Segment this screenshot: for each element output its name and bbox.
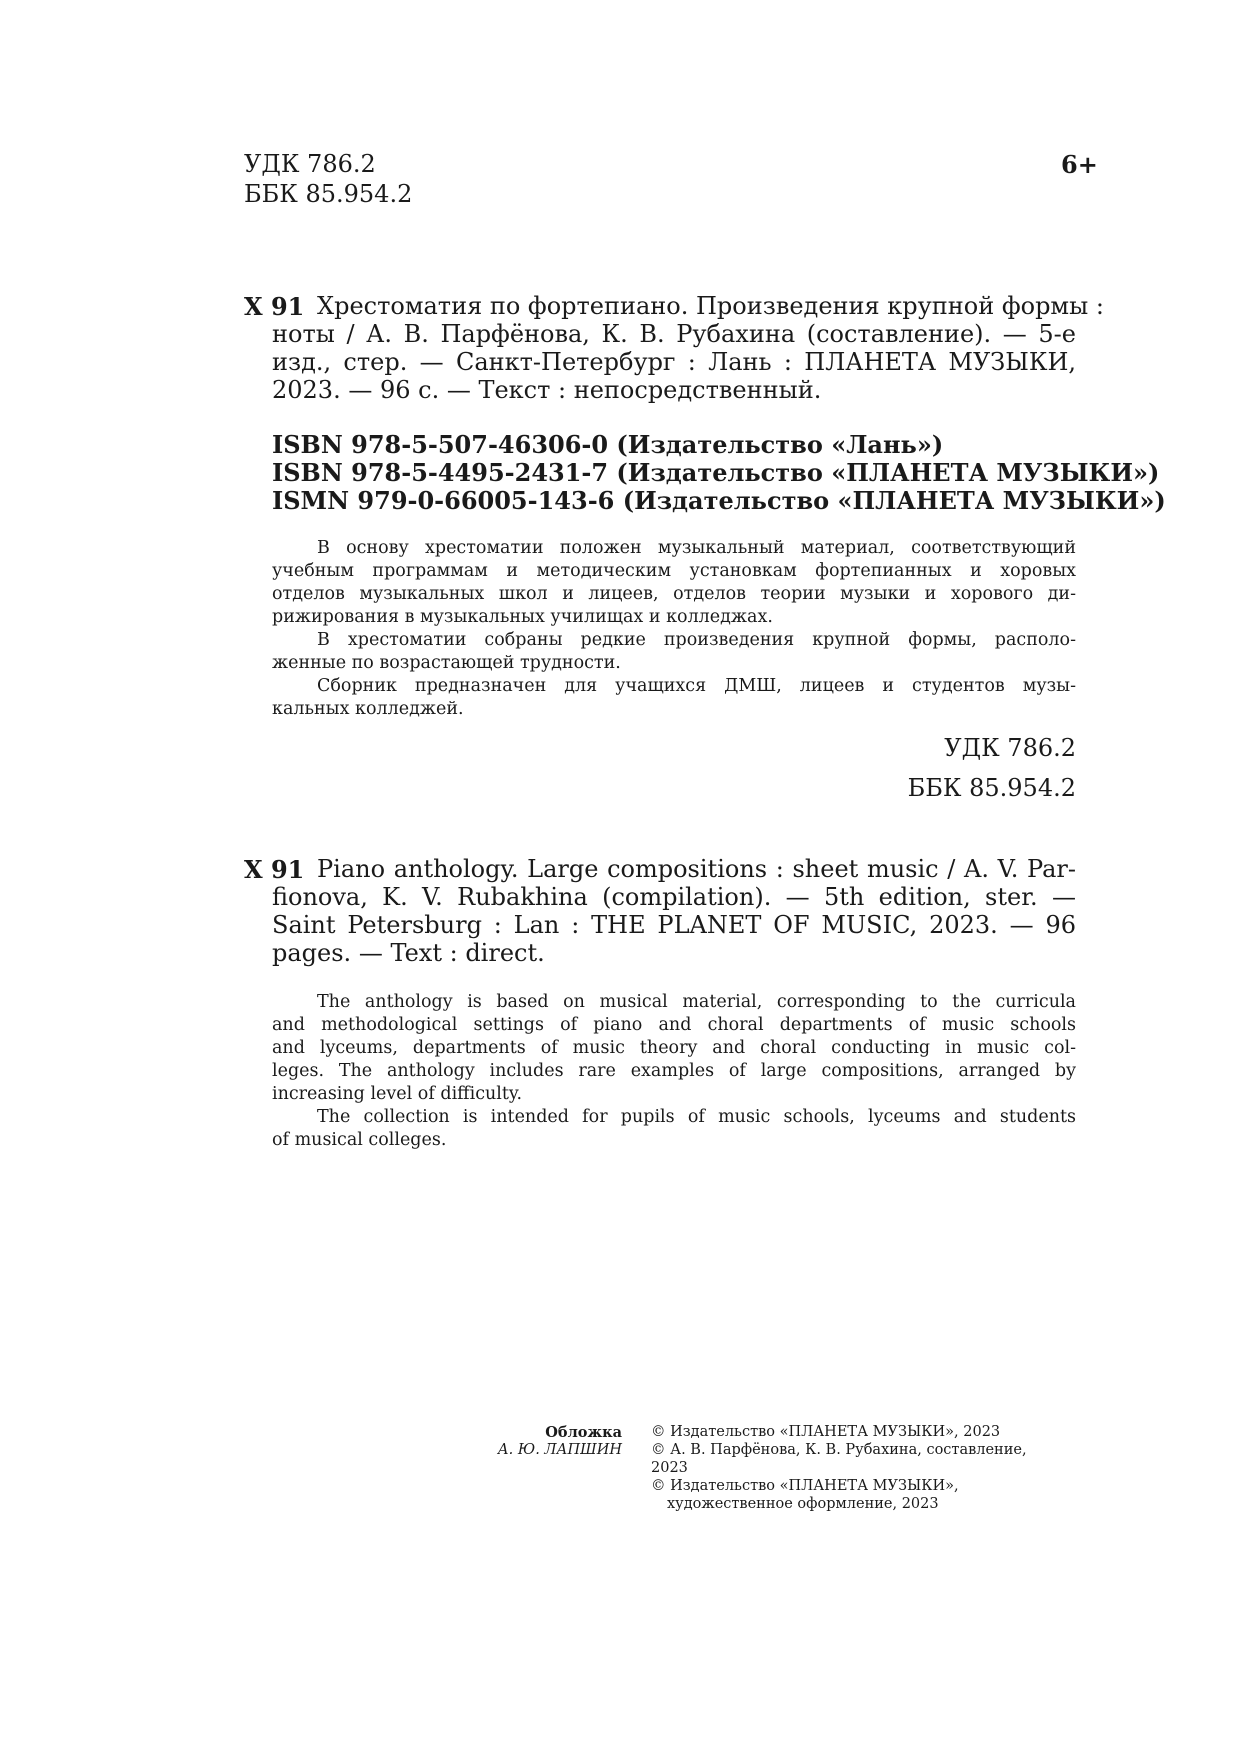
cover-label: Обложка — [545, 1424, 622, 1441]
age-rating-badge: 6+ — [1061, 150, 1098, 179]
en-abstract-line: leges. The anthology includes rare examples of large compositions, arranged by — [272, 1061, 1076, 1081]
ru-abstract-line: кальных колледжей. — [272, 699, 464, 719]
isbn-line: ISBN 978-5-507-46306-0 (Издательство «Лань») — [272, 430, 944, 459]
en-abstract-line: The collection is intended for pupils of music schools, lyceums and students — [317, 1107, 1076, 1127]
ru-entry-line: 2023. — 96 с. — Текст : непосредственный. — [272, 376, 822, 404]
ru-abstract-line: Сборник предназначен для учащихся ДМШ, лицеев и студентов музы- — [317, 676, 1076, 696]
header-udk: УДК 786.2 — [244, 150, 376, 178]
en-entry-line: fionova, K. V. Rubakhina (compilation). — 5th edition, ster. — — [272, 883, 1076, 911]
ru-abstract-line: В основу хрестоматии положен музыкальный материал, соответствующий — [317, 538, 1076, 558]
en-entry-line: Saint Petersburg : Lan : THE PLANET OF MUSIC, 2023. — 96 — [272, 911, 1076, 939]
ru-abstract-line: отделов музыкальных школ и лицеев, отделов теории музыки и хорового ди- — [272, 584, 1076, 604]
en-abstract-line: of musical colleges. — [272, 1130, 447, 1150]
en-abstract-line: The anthology is based on musical material, corresponding to the curricula — [317, 992, 1076, 1012]
ru-entry-code: Х 91 — [244, 292, 305, 321]
header-bbk: ББК 85.954.2 — [244, 180, 413, 208]
en-abstract-line: and lyceums, departments of music theory and choral conducting in music col- — [272, 1038, 1076, 1058]
classification-udk: УДК 786.2 — [944, 734, 1076, 762]
copyright-line: художественное оформление, 2023 — [667, 1496, 939, 1512]
ru-entry-line: изд., стер. — Санкт-Петербург : Лань : ПЛАНЕТА МУЗЫКИ, — [272, 348, 1076, 376]
ru-abstract-line: учебным программам и методическим установкам фортепианных и хоровых — [272, 561, 1076, 581]
en-entry-line: pages. — Text : direct. — [272, 939, 545, 967]
en-entry-code: X 91 — [244, 855, 305, 884]
ru-abstract-line: женные по возрастающей трудности. — [272, 653, 621, 673]
classification-bbk: ББК 85.954.2 — [907, 774, 1076, 802]
copyright-line: © Издательство «ПЛАНЕТА МУЗЫКИ», 2023 — [651, 1424, 1001, 1440]
ru-entry-line: Хрестоматия по фортепиано. Произведения крупной формы : — [317, 292, 1104, 320]
ismn-line: ISMN 979-0-66005-143-6 (Издательство «ПЛАНЕТА МУЗЫКИ») — [272, 486, 1166, 515]
copyright-line: © Издательство «ПЛАНЕТА МУЗЫКИ», — [651, 1478, 959, 1494]
cover-artist: А. Ю. ЛАПШИН — [497, 1442, 622, 1458]
ru-entry-line: ноты / А. В. Парфёнова, К. В. Рубахина (составление). — 5-е — [272, 320, 1076, 348]
en-entry-line: Piano anthology. Large compositions : sheet music / A. V. Par- — [317, 855, 1076, 883]
copyright-line: © А. В. Парфёнова, К. В. Рубахина, составление, — [651, 1442, 1027, 1458]
ru-abstract-line: В хрестоматии собраны редкие произведения крупной формы, располо- — [317, 630, 1076, 650]
ru-abstract-line: рижирования в музыкальных училищах и колледжах. — [272, 607, 773, 627]
copyright-line: 2023 — [651, 1460, 688, 1476]
en-abstract-line: and methodological settings of piano and choral departments of music schools — [272, 1015, 1076, 1035]
en-abstract-line: increasing level of difficulty. — [272, 1084, 523, 1104]
isbn-line: ISBN 978-5-4495-2431-7 (Издательство «ПЛАНЕТА МУЗЫКИ») — [272, 458, 1160, 487]
